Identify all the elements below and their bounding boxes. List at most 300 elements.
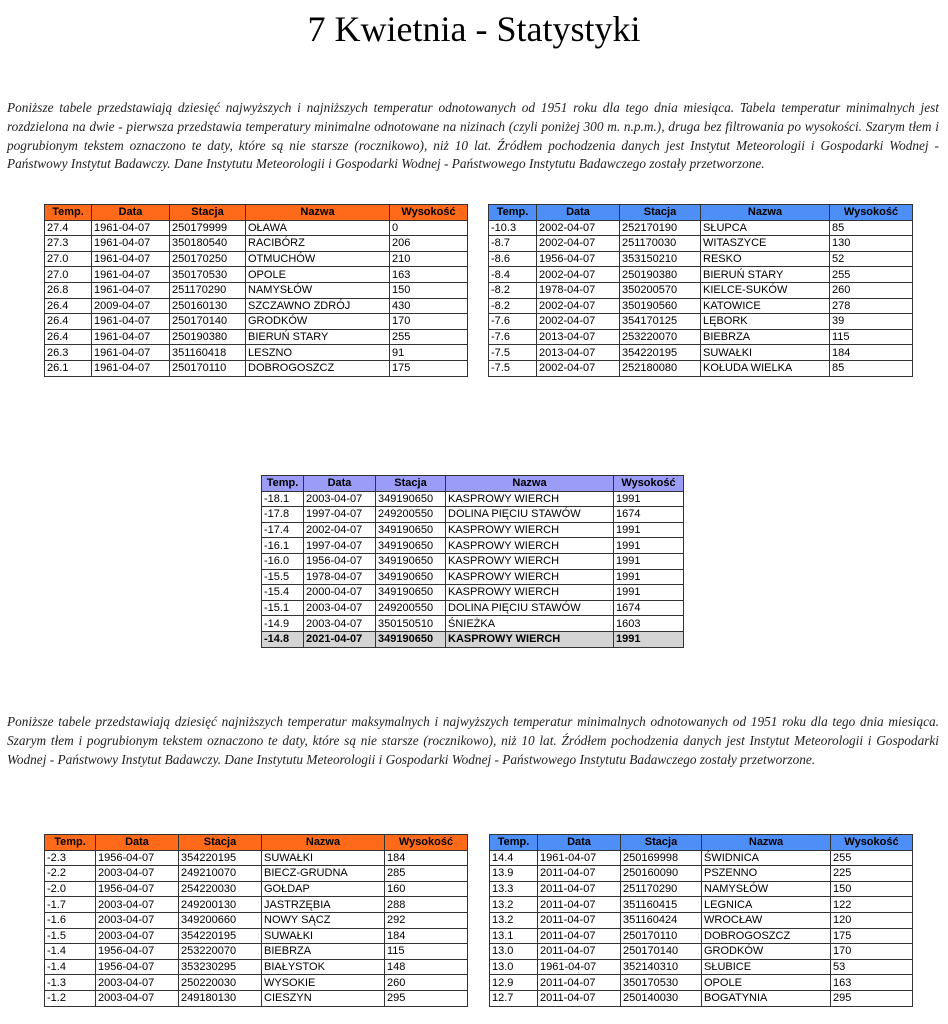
cell-station: 351160418 xyxy=(170,345,246,361)
cell-name: KASPROWY WIERCH xyxy=(446,569,614,585)
table-row xyxy=(45,850,468,866)
cell-date: 1961-04-07 xyxy=(92,267,170,283)
table-row xyxy=(262,538,684,554)
cell-date: 1978-04-07 xyxy=(304,569,376,585)
cell-temp: -1.7 xyxy=(45,897,96,913)
cell-date: 2002-04-07 xyxy=(537,220,620,236)
cell-date: 2003-04-07 xyxy=(96,866,179,882)
cell-name: CIESZYN xyxy=(262,990,385,1006)
table-row xyxy=(489,267,913,283)
table-header-row xyxy=(45,835,468,851)
cell-altitude: 163 xyxy=(831,975,913,991)
cell-altitude: 0 xyxy=(390,220,468,236)
table-row xyxy=(45,360,468,376)
header-station: Stacja xyxy=(170,205,246,221)
cell-date: 2009-04-07 xyxy=(92,298,170,314)
cell-date: 2003-04-07 xyxy=(96,928,179,944)
cell-temp: 13.9 xyxy=(490,866,538,882)
cell-date: 2002-04-07 xyxy=(537,267,620,283)
cell-temp: 13.3 xyxy=(490,881,538,897)
cell-station: 251170290 xyxy=(170,282,246,298)
table-row xyxy=(45,912,468,928)
cell-station: 349200660 xyxy=(179,912,262,928)
cell-name: BOGATYNIA xyxy=(702,990,831,1006)
table-row xyxy=(262,522,684,538)
cell-station: 253220070 xyxy=(620,329,701,345)
cell-station: 250170250 xyxy=(170,251,246,267)
cell-name: SUWAŁKI xyxy=(262,850,385,866)
table-row xyxy=(45,881,468,897)
cell-altitude: 1991 xyxy=(614,569,684,585)
cell-altitude: 1991 xyxy=(614,538,684,554)
table-row xyxy=(45,329,468,345)
cell-name: WYSOKIE xyxy=(262,975,385,991)
cell-altitude: 255 xyxy=(831,850,913,866)
cell-station: 350170530 xyxy=(170,267,246,283)
cell-date: 2013-04-07 xyxy=(537,329,620,345)
cell-station: 354220195 xyxy=(179,928,262,944)
cell-date: 2002-04-07 xyxy=(537,360,620,376)
cell-date: 2003-04-07 xyxy=(304,491,376,507)
table-row xyxy=(45,345,468,361)
cell-temp: -14.8 xyxy=(262,631,304,647)
cell-altitude: 295 xyxy=(831,990,913,1006)
header-name: Nazwa xyxy=(262,835,385,851)
cell-temp: -8.6 xyxy=(489,251,537,267)
cell-date: 1956-04-07 xyxy=(96,881,179,897)
cell-name: DOLINA PIĘCIU STAWÓW xyxy=(446,600,614,616)
table-max-high xyxy=(44,204,468,377)
cell-altitude: 175 xyxy=(390,360,468,376)
cell-station: 250169998 xyxy=(621,850,702,866)
cell-date: 2003-04-07 xyxy=(96,975,179,991)
table-row xyxy=(45,990,468,1006)
table-row xyxy=(490,990,913,1006)
cell-temp: -1.6 xyxy=(45,912,96,928)
table-min-high xyxy=(489,834,913,1007)
cell-name: DOBROGOSZCZ xyxy=(702,928,831,944)
cell-date: 2011-04-07 xyxy=(538,866,621,882)
cell-date: 1956-04-07 xyxy=(96,959,179,975)
cell-temp: -1.5 xyxy=(45,928,96,944)
cell-temp: -2.2 xyxy=(45,866,96,882)
cell-temp: -7.5 xyxy=(489,345,537,361)
table-header-row xyxy=(489,205,913,221)
cell-altitude: 120 xyxy=(831,912,913,928)
cell-name: NOWY SĄCZ xyxy=(262,912,385,928)
cell-name: SŁUBICE xyxy=(702,959,831,975)
table-row xyxy=(262,616,684,632)
table-row xyxy=(489,360,913,376)
cell-date: 1961-04-07 xyxy=(92,329,170,345)
cell-temp: 26.3 xyxy=(45,345,92,361)
cell-station: 353230295 xyxy=(179,959,262,975)
table-row xyxy=(45,975,468,991)
cell-temp: -17.8 xyxy=(262,507,304,523)
table-row xyxy=(45,959,468,975)
table-row xyxy=(262,491,684,507)
cell-altitude: 1603 xyxy=(614,616,684,632)
table-row xyxy=(489,236,913,252)
cell-altitude: 255 xyxy=(390,329,468,345)
cell-station: 250190380 xyxy=(170,329,246,345)
cell-temp: 13.0 xyxy=(490,944,538,960)
table-row xyxy=(490,928,913,944)
cell-station: 351160424 xyxy=(621,912,702,928)
cell-name: SŁUPCA xyxy=(701,220,830,236)
table-row xyxy=(45,314,468,330)
cell-date: 2011-04-07 xyxy=(538,881,621,897)
cell-temp: 27.0 xyxy=(45,251,92,267)
cell-name: RACIBÓRZ xyxy=(246,236,390,252)
cell-date: 1961-04-07 xyxy=(92,345,170,361)
cell-date: 2011-04-07 xyxy=(538,897,621,913)
header-temp: Temp. xyxy=(490,835,538,851)
header-altitude: Wysokość xyxy=(614,476,684,492)
cell-station: 350180540 xyxy=(170,236,246,252)
cell-altitude: 1991 xyxy=(614,631,684,647)
header-name: Nazwa xyxy=(446,476,614,492)
table-row xyxy=(45,897,468,913)
table-row xyxy=(490,944,913,960)
cell-temp: -1.4 xyxy=(45,959,96,975)
cell-name: KOŁUDA WIELKA xyxy=(701,360,830,376)
cell-date: 1961-04-07 xyxy=(538,850,621,866)
cell-altitude: 122 xyxy=(831,897,913,913)
cell-name: RESKO xyxy=(701,251,830,267)
cell-altitude: 170 xyxy=(390,314,468,330)
table-row xyxy=(45,236,468,252)
cell-altitude: 288 xyxy=(385,897,468,913)
cell-name: BIECZ-GRUDNA xyxy=(262,866,385,882)
cell-temp: 13.2 xyxy=(490,912,538,928)
table-row xyxy=(45,267,468,283)
cell-altitude: 260 xyxy=(385,975,468,991)
cell-station: 250179999 xyxy=(170,220,246,236)
cell-name: BIEBRZA xyxy=(262,944,385,960)
cell-station: 249180130 xyxy=(179,990,262,1006)
cell-date: 2003-04-07 xyxy=(96,990,179,1006)
cell-name: GRODKÓW xyxy=(246,314,390,330)
cell-date: 1961-04-07 xyxy=(92,282,170,298)
cell-name: BIERUŃ STARY xyxy=(701,267,830,283)
cell-station: 250170140 xyxy=(621,944,702,960)
cell-date: 1961-04-07 xyxy=(538,959,621,975)
cell-altitude: 295 xyxy=(385,990,468,1006)
cell-name: WITASZYCE xyxy=(701,236,830,252)
cell-altitude: 206 xyxy=(390,236,468,252)
cell-date: 2011-04-07 xyxy=(538,944,621,960)
cell-temp: -7.6 xyxy=(489,329,537,345)
cell-altitude: 285 xyxy=(385,866,468,882)
cell-station: 350170530 xyxy=(621,975,702,991)
cell-temp: 27.3 xyxy=(45,236,92,252)
cell-date: 1961-04-07 xyxy=(92,360,170,376)
cell-altitude: 150 xyxy=(390,282,468,298)
cell-temp: -8.2 xyxy=(489,298,537,314)
cell-altitude: 1991 xyxy=(614,522,684,538)
cell-station: 250220030 xyxy=(179,975,262,991)
header-name: Nazwa xyxy=(701,205,830,221)
cell-date: 2003-04-07 xyxy=(96,912,179,928)
cell-station: 250170140 xyxy=(170,314,246,330)
cell-date: 2011-04-07 xyxy=(538,990,621,1006)
cell-altitude: 163 xyxy=(390,267,468,283)
cell-temp: 27.0 xyxy=(45,267,92,283)
cell-name: KASPROWY WIERCH xyxy=(446,522,614,538)
cell-station: 251170290 xyxy=(621,881,702,897)
cell-altitude: 115 xyxy=(830,329,913,345)
table-row xyxy=(489,251,913,267)
cell-date: 2003-04-07 xyxy=(96,897,179,913)
cell-date: 2002-04-07 xyxy=(304,522,376,538)
cell-date: 1961-04-07 xyxy=(92,220,170,236)
cell-name: LĘBORK xyxy=(701,314,830,330)
cell-altitude: 175 xyxy=(831,928,913,944)
cell-station: 252170190 xyxy=(620,220,701,236)
cell-altitude: 130 xyxy=(830,236,913,252)
cell-name: SUWAŁKI xyxy=(701,345,830,361)
cell-temp: -8.7 xyxy=(489,236,537,252)
cell-altitude: 225 xyxy=(831,866,913,882)
cell-station: 253220070 xyxy=(179,944,262,960)
cell-temp: 13.0 xyxy=(490,959,538,975)
header-station: Stacja xyxy=(376,476,446,492)
table-row xyxy=(45,928,468,944)
cell-temp: -2.3 xyxy=(45,850,96,866)
table-row xyxy=(489,314,913,330)
table-row xyxy=(490,975,913,991)
cell-station: 350200570 xyxy=(620,282,701,298)
cell-temp: -1.2 xyxy=(45,990,96,1006)
cell-name: GRODKÓW xyxy=(702,944,831,960)
cell-station: 249200550 xyxy=(376,600,446,616)
intro-paragraph-1: Poniższe tabele przedstawiają dziesięć najwyższych i najniższych temperatur odnotowanych od 1951 roku dla tego dnia miesiąca. Tabela temperatur minimalnych jest rozdzielona na dwie - pierwsza przedstawia temperatury minimalne odnotowane na nizinach (czyli poniżej 300 m. n.p.m.), druga bez filtrowania po wysokości. Szarym tłem i pogrubionym tekstem oznaczono te daty, które są nie starsze (rocznikowo), niż 10 lat. Źródłem pochodzenia danych jest Instytut Meteorologii i Gospodarki Wodnej - Państwowy Instytut Badawczy. Dane Instytutu Meteorologii i Gospodarki Wodnej - Państwowego Instytutu Badawczego zostały przetworzone. xyxy=(7,100,939,172)
cell-station: 252180080 xyxy=(620,360,701,376)
cell-temp: -14.9 xyxy=(262,616,304,632)
table-header-row xyxy=(45,205,468,221)
cell-temp: -15.4 xyxy=(262,585,304,601)
cell-date: 2013-04-07 xyxy=(537,345,620,361)
cell-station: 251170030 xyxy=(620,236,701,252)
cell-name: BIEBRZA xyxy=(701,329,830,345)
cell-date: 1978-04-07 xyxy=(537,282,620,298)
cell-name: WROCŁAW xyxy=(702,912,831,928)
table-row xyxy=(45,251,468,267)
cell-altitude: 148 xyxy=(385,959,468,975)
cell-name: PSZENNO xyxy=(702,866,831,882)
header-date: Data xyxy=(92,205,170,221)
header-altitude: Wysokość xyxy=(385,835,468,851)
cell-name: JASTRZĘBIA xyxy=(262,897,385,913)
cell-name: DOBROGOSZCZ xyxy=(246,360,390,376)
table-row xyxy=(262,507,684,523)
header-date: Data xyxy=(304,476,376,492)
cell-altitude: 39 xyxy=(830,314,913,330)
table-row xyxy=(490,850,913,866)
cell-altitude: 210 xyxy=(390,251,468,267)
cell-date: 2021-04-07 xyxy=(304,631,376,647)
cell-temp: -16.1 xyxy=(262,538,304,554)
table-row xyxy=(262,631,684,647)
cell-altitude: 85 xyxy=(830,360,913,376)
cell-station: 350150510 xyxy=(376,616,446,632)
cell-altitude: 91 xyxy=(390,345,468,361)
header-station: Stacja xyxy=(621,835,702,851)
cell-temp: -1.4 xyxy=(45,944,96,960)
cell-name: OPOLE xyxy=(702,975,831,991)
table-row xyxy=(490,897,913,913)
table-row xyxy=(262,553,684,569)
cell-temp: 14.4 xyxy=(490,850,538,866)
cell-station: 250140030 xyxy=(621,990,702,1006)
cell-altitude: 430 xyxy=(390,298,468,314)
cell-altitude: 115 xyxy=(385,944,468,960)
header-station: Stacja xyxy=(620,205,701,221)
header-altitude: Wysokość xyxy=(830,205,913,221)
cell-station: 349190650 xyxy=(376,631,446,647)
header-date: Data xyxy=(96,835,179,851)
cell-name: KIELCE-SUKÓW xyxy=(701,282,830,298)
cell-name: SUWAŁKI xyxy=(262,928,385,944)
cell-altitude: 150 xyxy=(831,881,913,897)
table-row xyxy=(489,345,913,361)
cell-temp: -16.0 xyxy=(262,553,304,569)
cell-name: ŚNIEŻKA xyxy=(446,616,614,632)
cell-station: 250170110 xyxy=(170,360,246,376)
cell-date: 1997-04-07 xyxy=(304,507,376,523)
table-row xyxy=(489,298,913,314)
cell-date: 1997-04-07 xyxy=(304,538,376,554)
cell-name: BIAŁYSTOK xyxy=(262,959,385,975)
cell-temp: 26.1 xyxy=(45,360,92,376)
cell-name: KASPROWY WIERCH xyxy=(446,585,614,601)
table-row xyxy=(262,600,684,616)
cell-altitude: 160 xyxy=(385,881,468,897)
cell-name: SZCZAWNO ZDRÓJ xyxy=(246,298,390,314)
cell-station: 249200550 xyxy=(376,507,446,523)
cell-date: 1956-04-07 xyxy=(96,850,179,866)
cell-temp: -17.4 xyxy=(262,522,304,538)
cell-date: 1956-04-07 xyxy=(96,944,179,960)
cell-name: LEGNICA xyxy=(702,897,831,913)
cell-name: KATOWICE xyxy=(701,298,830,314)
table-min-low-all xyxy=(261,475,684,648)
cell-station: 349190650 xyxy=(376,553,446,569)
cell-station: 354170125 xyxy=(620,314,701,330)
cell-temp: -7.5 xyxy=(489,360,537,376)
table-row xyxy=(45,298,468,314)
cell-temp: -15.5 xyxy=(262,569,304,585)
cell-date: 2003-04-07 xyxy=(304,600,376,616)
page-title: 7 Kwietnia - Statystyki xyxy=(307,9,641,49)
cell-temp: 26.4 xyxy=(45,314,92,330)
cell-date: 1961-04-07 xyxy=(92,314,170,330)
cell-altitude: 260 xyxy=(830,282,913,298)
cell-altitude: 292 xyxy=(385,912,468,928)
cell-station: 354220195 xyxy=(179,850,262,866)
table-min-low-lowland xyxy=(488,204,913,377)
header-temp: Temp. xyxy=(489,205,537,221)
cell-temp: -10.3 xyxy=(489,220,537,236)
cell-temp: -8.4 xyxy=(489,267,537,283)
cell-temp: -18.1 xyxy=(262,491,304,507)
cell-station: 349190650 xyxy=(376,538,446,554)
table-row xyxy=(490,881,913,897)
cell-date: 2011-04-07 xyxy=(538,975,621,991)
cell-altitude: 184 xyxy=(830,345,913,361)
intro-paragraph-2: Poniższe tabele przedstawiają dziesięć najniższych temperatur maksymalnych i najwyższych temperatur minimalnych odnotowanych od 1951 roku dla tego dnia miesiąca. Szarym tłem i pogrubionym tekstem oznaczono te daty, które są nie starsze (rocznikowo), niż 10 lat. Źródłem pochodzenia danych jest Instytut Meteorologii i Gospodarki Wodnej - Państwowy Instytut Badawczy. Dane Instytutu Meteorologii i Gospodarki Wodnej - Państwowego Instytutu Badawczego zostały przetworzone. xyxy=(7,714,939,767)
cell-station: 250160090 xyxy=(621,866,702,882)
table-header-row xyxy=(490,835,913,851)
cell-station: 349190650 xyxy=(376,569,446,585)
cell-altitude: 255 xyxy=(830,267,913,283)
cell-temp: 27.4 xyxy=(45,220,92,236)
header-name: Nazwa xyxy=(246,205,390,221)
cell-date: 1961-04-07 xyxy=(92,251,170,267)
cell-station: 349190650 xyxy=(376,522,446,538)
table-row xyxy=(490,959,913,975)
cell-temp: 12.9 xyxy=(490,975,538,991)
cell-date: 1956-04-07 xyxy=(537,251,620,267)
table-row xyxy=(489,282,913,298)
cell-name: OŁAWA xyxy=(246,220,390,236)
table-row xyxy=(489,329,913,345)
cell-date: 2002-04-07 xyxy=(537,298,620,314)
cell-altitude: 1674 xyxy=(614,507,684,523)
cell-name: NAMYSŁÓW xyxy=(246,282,390,298)
cell-name: KASPROWY WIERCH xyxy=(446,553,614,569)
cell-name: KASPROWY WIERCH xyxy=(446,538,614,554)
header-altitude: Wysokość xyxy=(831,835,913,851)
header-name: Nazwa xyxy=(702,835,831,851)
cell-date: 1961-04-07 xyxy=(92,236,170,252)
table-row xyxy=(490,866,913,882)
cell-temp: 26.4 xyxy=(45,329,92,345)
cell-station: 349190650 xyxy=(376,491,446,507)
table-row xyxy=(45,944,468,960)
cell-station: 351160415 xyxy=(621,897,702,913)
cell-station: 250190380 xyxy=(620,267,701,283)
table-row xyxy=(262,569,684,585)
table-row xyxy=(489,220,913,236)
header-date: Data xyxy=(537,205,620,221)
cell-name: LESZNO xyxy=(246,345,390,361)
cell-date: 2011-04-07 xyxy=(538,928,621,944)
cell-temp: 12.7 xyxy=(490,990,538,1006)
cell-temp: -15.1 xyxy=(262,600,304,616)
table-row xyxy=(262,585,684,601)
cell-station: 352140310 xyxy=(621,959,702,975)
header-altitude: Wysokość xyxy=(390,205,468,221)
cell-altitude: 1991 xyxy=(614,491,684,507)
cell-date: 2002-04-07 xyxy=(537,236,620,252)
table-max-low xyxy=(44,834,468,1007)
table-row xyxy=(45,282,468,298)
cell-altitude: 1991 xyxy=(614,553,684,569)
cell-temp: 26.4 xyxy=(45,298,92,314)
cell-name: ŚWIDNICA xyxy=(702,850,831,866)
cell-altitude: 170 xyxy=(831,944,913,960)
cell-name: KASPROWY WIERCH xyxy=(446,491,614,507)
cell-name: OTMUCHÓW xyxy=(246,251,390,267)
cell-station: 353150210 xyxy=(620,251,701,267)
table-row xyxy=(490,912,913,928)
table-row xyxy=(45,220,468,236)
table-header-row xyxy=(262,476,684,492)
cell-altitude: 52 xyxy=(830,251,913,267)
cell-station: 250170110 xyxy=(621,928,702,944)
